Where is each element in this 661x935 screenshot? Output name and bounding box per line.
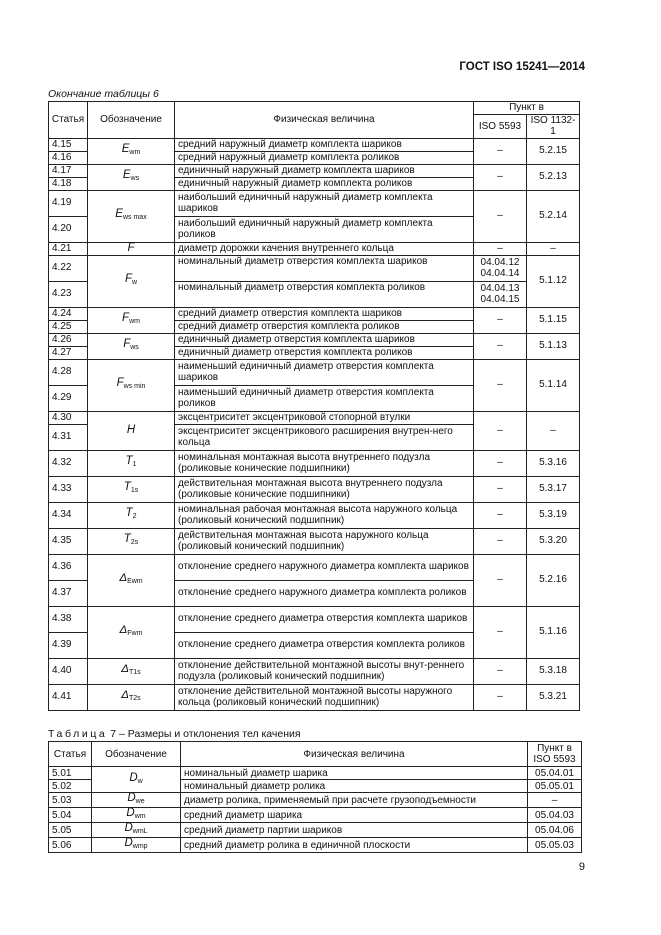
iso5593-ref: 05.04.03 <box>528 808 582 823</box>
symbol: $\Delta_{Fwm}$ <box>88 606 175 658</box>
iso1132-ref: – <box>527 242 580 255</box>
document-header: ГОСТ ISO 15241—2014 <box>459 61 585 73</box>
quantity-text: номинальная монтажная высота внутреннего подузла (роликовые конические подшипники) <box>175 450 474 476</box>
article-number: 4.31 <box>49 424 88 450</box>
quantity-text: номинальный диаметр отверстия комплекта роликов <box>175 281 474 307</box>
table-row <box>49 793 582 808</box>
iso1132-ref: 5.3.18 <box>527 658 580 684</box>
iso1132-ref: 5.3.21 <box>527 684 580 710</box>
table-row <box>49 528 580 554</box>
iso5593-ref: – <box>474 658 527 684</box>
article-number: 4.36 <box>49 554 88 580</box>
iso5593-ref: – <box>474 528 527 554</box>
quantity-text: номинальный диаметр отверстия комплекта шариков <box>175 255 474 281</box>
quantity-text: диаметр ролика, применяемый при расчете грузоподъемности <box>181 793 528 808</box>
article-number: 4.30 <box>49 411 88 424</box>
article-number: 4.26 <box>49 333 88 346</box>
header-num: Статья <box>49 102 88 139</box>
quantity-text: действительная монтажная высота внутреннего подузла (роликовые конические подшипники) <box>175 476 474 502</box>
iso1132-ref: 5.1.12 <box>527 255 580 307</box>
iso1132-ref: 5.3.19 <box>527 502 580 528</box>
article-number: 4.34 <box>49 502 88 528</box>
article-number: 4.41 <box>49 684 88 710</box>
table-row <box>49 164 580 177</box>
page-number: 9 <box>578 861 585 873</box>
article-number: 4.15 <box>49 138 88 151</box>
article-number: 4.24 <box>49 307 88 320</box>
iso5593-ref: – <box>474 411 527 450</box>
symbol: $T_{2s}$ <box>88 528 175 554</box>
quantity-text: средний диаметр партии шариков <box>181 823 528 838</box>
iso1132-ref: 5.3.16 <box>527 450 580 476</box>
article-number: 4.39 <box>49 632 88 658</box>
symbol: F <box>88 242 175 255</box>
quantity-text: единичный диаметр отверстия комплекта роликов <box>175 346 474 359</box>
quantity-text: средний диаметр шарика <box>181 808 528 823</box>
table-row <box>49 333 580 346</box>
iso1132-ref: 5.1.16 <box>527 606 580 658</box>
quantity-text: номинальный диаметр шарика <box>181 767 528 780</box>
table-row <box>49 450 580 476</box>
iso5593-ref: – <box>474 164 527 190</box>
symbol: $E_{ws}$ <box>88 164 175 190</box>
symbol: $D_{wm}$ <box>92 808 181 823</box>
article-number: 4.28 <box>49 359 88 385</box>
symbol: $D_{wmL}$ <box>92 823 181 838</box>
iso1132-ref: 5.2.15 <box>527 138 580 164</box>
table-row <box>49 190 580 216</box>
symbol: $F_w$ <box>88 255 175 307</box>
article-number: 5.01 <box>49 767 92 780</box>
quantity-text: эксцентриситет эксцентриковой стопорной втулки <box>175 411 474 424</box>
article-number: 5.06 <box>49 838 92 853</box>
article-number: 4.19 <box>49 190 88 216</box>
symbol: $D_{wmp}$ <box>92 838 181 853</box>
table-row <box>49 808 582 823</box>
article-number: 4.29 <box>49 385 88 411</box>
header-clause: Пункт в <box>474 102 580 115</box>
quantity-text: отклонение среднего наружного диаметра комплекта шариков <box>175 554 474 580</box>
table7-caption: Таблица 7 – Размеры и отклонения тел качения <box>48 728 301 740</box>
symbol: $\Delta_{Ewm}$ <box>88 554 175 606</box>
symbol: $F_{ws}$ <box>88 333 175 359</box>
table-row <box>49 502 580 528</box>
symbol: $E_{ws max}$ <box>88 190 175 242</box>
article-number: 4.37 <box>49 580 88 606</box>
quantity-text: единичный наружный диаметр комплекта шариков <box>175 164 474 177</box>
symbol: $D_w$ <box>92 767 181 793</box>
iso5593-ref: – <box>474 684 527 710</box>
quantity-text: эксцентриситет эксцентрикового расширения внутрен-него кольца <box>175 424 474 450</box>
quantity-text: наибольший единичный наружный диаметр комплекта шариков <box>175 190 474 216</box>
article-number: 5.04 <box>49 808 92 823</box>
article-number: 4.38 <box>49 606 88 632</box>
article-number: 4.35 <box>49 528 88 554</box>
iso5593-ref: – <box>474 190 527 242</box>
iso5593-ref: 04.04.12 04.04.14 <box>474 255 527 281</box>
header-iso1132: ISO 1132-1 <box>527 115 580 139</box>
quantity-text: средний наружный диаметр комплекта роликов <box>175 151 474 164</box>
quantity-text: отклонение среднего диаметра отверстия комплекта шариков <box>175 606 474 632</box>
header-symbol: Обозначение <box>88 102 175 139</box>
table-7 <box>48 741 582 853</box>
quantity-text: отклонение действительной монтажной высоты наружного кольца (роликовый конический подшипник) <box>175 684 474 710</box>
header-iso5593: ISO 5593 <box>474 115 527 139</box>
quantity-text: средний диаметр отверстия комплекта шариков <box>175 307 474 320</box>
symbol: $F_{wm}$ <box>88 307 175 333</box>
article-number: 4.25 <box>49 320 88 333</box>
table-row <box>49 554 580 580</box>
quantity-text: диаметр дорожки качения внутреннего кольца <box>175 242 474 255</box>
article-number: 5.03 <box>49 793 92 808</box>
quantity-text: единичный наружный диаметр комплекта роликов <box>175 177 474 190</box>
table6-caption: Окончание таблицы 6 <box>48 88 159 100</box>
article-number: 4.22 <box>49 255 88 281</box>
iso1132-ref: 5.2.16 <box>527 554 580 606</box>
article-number: 4.18 <box>49 177 88 190</box>
article-number: 4.40 <box>49 658 88 684</box>
header-num: Статья <box>49 742 92 767</box>
article-number: 5.02 <box>49 780 92 793</box>
quantity-text: номинальная рабочая монтажная высота наружного кольца (роликовый конический подшипник) <box>175 502 474 528</box>
symbol: $D_{we}$ <box>92 793 181 808</box>
symbol: H <box>88 411 175 450</box>
iso1132-ref: 5.1.14 <box>527 359 580 411</box>
article-number: 4.27 <box>49 346 88 359</box>
iso5593-ref: – <box>474 359 527 411</box>
iso1132-ref: – <box>527 411 580 450</box>
article-number: 5.05 <box>49 823 92 838</box>
quantity-text: отклонение среднего диаметра отверстия комплекта роликов <box>175 632 474 658</box>
iso5593-ref: 05.05.03 <box>528 838 582 853</box>
iso5593-ref: – <box>474 242 527 255</box>
symbol: $E_{wm}$ <box>88 138 175 164</box>
quantity-text: отклонение среднего наружного диаметра комплекта роликов <box>175 580 474 606</box>
table-row <box>49 658 580 684</box>
symbol: $\Delta_{T2s}$ <box>88 684 175 710</box>
header-clause: Пункт в ISO 5593 <box>528 742 582 767</box>
iso5593-ref: – <box>474 450 527 476</box>
header-symbol: Обозначение <box>92 742 181 767</box>
table-row <box>49 476 580 502</box>
quantity-text: наибольший единичный наружный диаметр комплекта роликов <box>175 216 474 242</box>
iso5593-ref: – <box>474 476 527 502</box>
article-number: 4.33 <box>49 476 88 502</box>
article-number: 4.32 <box>49 450 88 476</box>
quantity-text: средний диаметр отверстия комплекта роликов <box>175 320 474 333</box>
table-row <box>49 823 582 838</box>
iso5593-ref: – <box>474 138 527 164</box>
iso1132-ref: 5.1.15 <box>527 307 580 333</box>
article-number: 4.16 <box>49 151 88 164</box>
symbol: $T_2$ <box>88 502 175 528</box>
table-row <box>49 307 580 320</box>
iso5593-ref: – <box>474 554 527 606</box>
table-row <box>49 606 580 632</box>
quantity-text: единичный диаметр отверстия комплекта шариков <box>175 333 474 346</box>
iso5593-ref: – <box>474 307 527 333</box>
symbol: $\Delta_{T1s}$ <box>88 658 175 684</box>
iso5593-ref: – <box>474 502 527 528</box>
table-row <box>49 242 580 255</box>
iso5593-ref: – <box>474 606 527 658</box>
iso1132-ref: 5.3.17 <box>527 476 580 502</box>
table-6 <box>48 101 580 711</box>
iso1132-ref: 5.2.14 <box>527 190 580 242</box>
quantity-text: номинальный диаметр ролика <box>181 780 528 793</box>
symbol: $F_{ws min}$ <box>88 359 175 411</box>
table-row <box>49 411 580 424</box>
iso5593-ref: 05.05.01 <box>528 780 582 793</box>
iso5593-ref: 04.04.13 04.04.15 <box>474 281 527 307</box>
article-number: 4.23 <box>49 281 88 307</box>
quantity-text: средний наружный диаметр комплекта шариков <box>175 138 474 151</box>
quantity-text: действительная монтажная высота наружного кольца (роликовый конический подшипник) <box>175 528 474 554</box>
table-row <box>49 767 582 780</box>
symbol: $T_{1s}$ <box>88 476 175 502</box>
table-row <box>49 838 582 853</box>
table-row <box>49 255 580 281</box>
quantity-text: наименьший единичный диаметр отверстия комплекта роликов <box>175 385 474 411</box>
iso5593-ref: 05.04.06 <box>528 823 582 838</box>
quantity-text: отклонение действительной монтажной высоты внут-реннего подузла (роликовый конический подшипник) <box>175 658 474 684</box>
iso1132-ref: 5.1.13 <box>527 333 580 359</box>
symbol: $T_1$ <box>88 450 175 476</box>
iso5593-ref: – <box>474 333 527 359</box>
quantity-text: средний диаметр ролика в единичной плоскости <box>181 838 528 853</box>
quantity-text: наименьший единичный диаметр отверстия комплекта шариков <box>175 359 474 385</box>
iso5593-ref: 05.04.01 <box>528 767 582 780</box>
table-row <box>49 138 580 151</box>
iso1132-ref: 5.3.20 <box>527 528 580 554</box>
article-number: 4.17 <box>49 164 88 177</box>
article-number: 4.20 <box>49 216 88 242</box>
article-number: 4.21 <box>49 242 88 255</box>
iso1132-ref: 5.2.13 <box>527 164 580 190</box>
table-row <box>49 359 580 385</box>
iso5593-ref: – <box>528 793 582 808</box>
header-quantity: Физическая величина <box>175 102 474 139</box>
table-row <box>49 684 580 710</box>
header-quantity: Физическая величина <box>181 742 528 767</box>
